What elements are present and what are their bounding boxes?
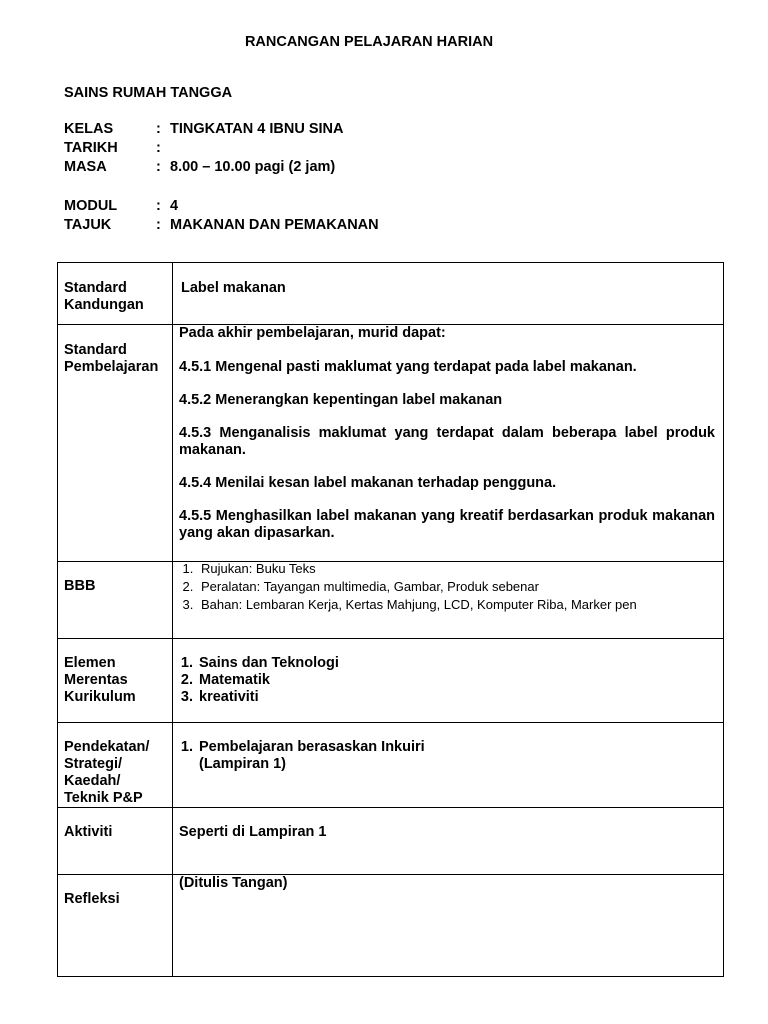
row-pendekatan — [58, 723, 724, 808]
modul-label: MODUL — [64, 198, 118, 214]
elemen-list — [173, 655, 723, 706]
aktiviti-value: Seperti di Lampiran 1 — [179, 824, 327, 840]
label-line: Merentas — [64, 672, 128, 688]
row-bbb — [58, 562, 724, 639]
module-info-block — [64, 198, 379, 236]
label-line: Pembelajaran — [64, 359, 159, 375]
label-line: Kurikulum — [64, 689, 136, 705]
label-line: Teknik P&P — [64, 790, 143, 806]
row-standard-pembelajaran — [58, 325, 724, 562]
lesson-plan-table — [57, 262, 724, 977]
learning-intro: Pada akhir pembelajaran, murid dapat: — [179, 325, 446, 341]
list-item: 1. Rujukan: Buku Teks — [197, 560, 723, 578]
modul-row — [64, 198, 379, 217]
pendekatan-value-cell — [173, 723, 724, 808]
tajuk-value: MAKANAN DAN PEMAKANAN — [170, 217, 379, 233]
bbb-label: BBB — [64, 578, 96, 594]
tajuk-row — [64, 217, 379, 236]
tarikh-row — [64, 140, 343, 159]
elemen-value-cell — [173, 639, 724, 723]
colon: : — [156, 159, 161, 175]
aktiviti-label-cell — [58, 808, 173, 875]
row-elemen — [58, 639, 724, 723]
learning-standard-item: 4.5.5 Menghasilkan label makanan yang kreatif berdasarkan produk makanan yang akan dipasarkan. — [179, 508, 715, 541]
standard-kandungan-value: Label makanan — [181, 280, 286, 296]
bbb-label-cell — [58, 562, 173, 639]
label-line: Kaedah/ — [64, 773, 121, 789]
label-line: Pendekatan/ — [64, 739, 150, 755]
colon: : — [156, 198, 161, 214]
colon: : — [156, 121, 161, 137]
label-line: Standard — [64, 342, 127, 358]
row-aktiviti — [58, 808, 724, 875]
approach-item-sub: (Lampiran 1) — [199, 756, 287, 772]
list-item: 1. Sains dan Teknologi — [197, 655, 723, 672]
kelas-row — [64, 121, 343, 140]
tajuk-label: TAJUK — [64, 217, 112, 233]
masa-label: MASA — [64, 159, 107, 175]
label-line: Strategi/ — [64, 756, 123, 772]
row-refleksi — [58, 875, 724, 977]
kelas-value: TINGKATAN 4 IBNU SINA — [170, 121, 344, 137]
aktiviti-value-cell — [173, 808, 724, 875]
colon: : — [156, 217, 161, 233]
list-item: 3. kreativiti — [197, 689, 723, 706]
standard-kandungan-label-cell — [58, 263, 173, 325]
standard-kandungan-value-cell — [173, 263, 724, 325]
masa-value: 8.00 – 10.00 pagi (2 jam) — [170, 159, 336, 175]
refleksi-value: (Ditulis Tangan) — [179, 875, 288, 891]
refleksi-value-cell — [173, 875, 724, 977]
class-info-block — [64, 121, 343, 178]
learning-standard-item: 4.5.3 Menganalisis maklumat yang terdapat dalam beberapa label produk makanan. — [179, 425, 715, 458]
standard-pembelajaran-value-cell — [173, 325, 724, 562]
list-item: 2. Matematik — [197, 672, 723, 689]
label-line: Kandungan — [64, 297, 144, 313]
standard-pembelajaran-label-cell — [58, 325, 173, 562]
kelas-label: KELAS — [64, 121, 114, 137]
pendekatan-list — [173, 739, 723, 773]
tarikh-label: TARIKH — [64, 140, 118, 156]
modul-value: 4 — [170, 198, 179, 214]
refleksi-label: Refleksi — [64, 891, 120, 907]
colon: : — [156, 140, 161, 156]
pendekatan-label-cell — [58, 723, 173, 808]
approach-item: 1. Pembelajaran berasaskan Inkuiri — [199, 739, 425, 755]
list-item: 2. Peralatan: Tayangan multimedia, Gambar, Produk sebenar — [197, 578, 723, 596]
label-line: Elemen — [64, 655, 116, 671]
aktiviti-label: Aktiviti — [64, 824, 113, 840]
subject-heading: SAINS RUMAH TANGGA — [64, 85, 233, 101]
masa-row — [64, 159, 343, 178]
learning-standard-item: 4.5.2 Menerangkan kepentingan label makanan — [179, 392, 503, 408]
list-item — [197, 739, 723, 773]
learning-standard-item: 4.5.4 Menilai kesan label makanan terhadap pengguna. — [179, 475, 557, 491]
learning-standard-item: 4.5.1 Mengenal pasti maklumat yang terdapat pada label makanan. — [179, 359, 637, 375]
elemen-label-cell — [58, 639, 173, 723]
refleksi-label-cell — [58, 875, 173, 977]
list-item: 3. Bahan: Lembaran Kerja, Kertas Mahjung, LCD, Komputer Riba, Marker pen — [197, 596, 723, 614]
row-standard-kandungan — [58, 263, 724, 325]
bbb-value-cell — [173, 562, 724, 639]
bbb-list — [173, 560, 723, 614]
document-title: RANCANGAN PELAJARAN HARIAN — [244, 34, 494, 50]
label-line: Standard — [64, 280, 127, 296]
